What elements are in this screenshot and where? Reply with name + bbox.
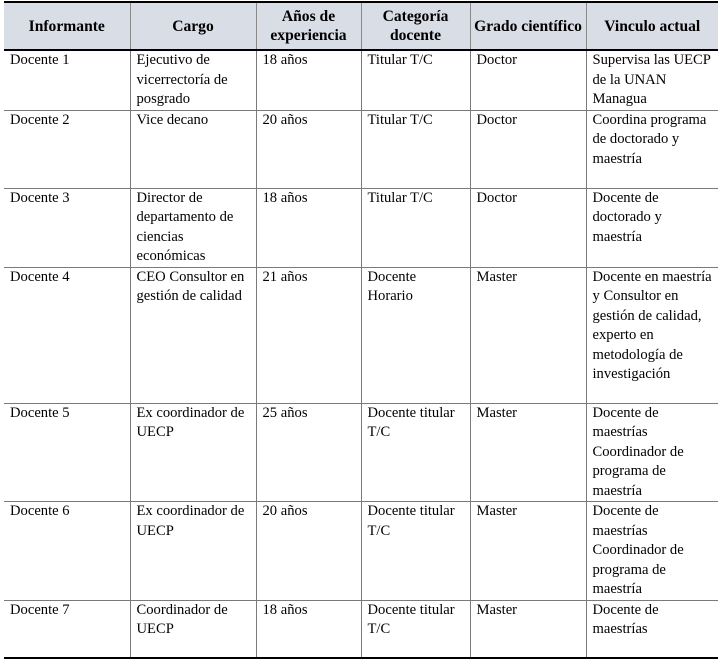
cell-vinculo: Docente de maestrías Coordinador de programa de maestría [586, 403, 718, 502]
cell-informante: Docente 6 [4, 502, 130, 601]
cell-informante: Docente 3 [4, 188, 130, 267]
cell-cargo: Vice decano [130, 110, 256, 188]
table-row [4, 502, 718, 601]
table-header-row [4, 2, 718, 50]
cell-categoria: Titular T/C [361, 50, 470, 110]
cell-vinculo: Supervisa las UECP de la UNAN Managua [586, 50, 718, 110]
header-vinculo-actual: Vinculo actual [586, 2, 718, 50]
cell-categoria: Docente Horario [361, 267, 470, 403]
cell-vinculo: Docente de maestrías [586, 600, 718, 658]
cell-vinculo: Docente en maestría y Consultor en gestión de calidad, experto en metodología de investigación [586, 267, 718, 403]
table-row [4, 188, 718, 267]
cell-cargo: Ejecutivo de vicerrectoría de posgrado [130, 50, 256, 110]
cell-cargo: Director de departamento de ciencias económicas [130, 188, 256, 267]
cell-grado: Doctor [470, 50, 586, 110]
cell-grado: Master [470, 403, 586, 502]
cell-informante: Docente 1 [4, 50, 130, 110]
header-grado-cientifico: Grado científico [470, 2, 586, 50]
cell-categoria: Docente titular T/C [361, 403, 470, 502]
cell-cargo: Coordinador de UECP [130, 600, 256, 658]
cell-anos: 18 años [256, 188, 361, 267]
cell-grado: Doctor [470, 110, 586, 188]
cell-cargo: CEO Consultor en gestión de calidad [130, 267, 256, 403]
cell-grado: Doctor [470, 188, 586, 267]
cell-categoria: Docente titular T/C [361, 502, 470, 601]
cell-anos: 25 años [256, 403, 361, 502]
header-categoria-docente: Categoría docente [361, 2, 470, 50]
cell-vinculo: Coordina programa de doctorado y maestría [586, 110, 718, 188]
cell-vinculo: Docente de doctorado y maestría [586, 188, 718, 267]
header-informante: Informante [4, 2, 130, 50]
header-cargo: Cargo [130, 2, 256, 50]
cell-anos: 20 años [256, 502, 361, 601]
cell-vinculo: Docente de maestrías Coordinador de programa de maestría [586, 502, 718, 601]
cell-grado: Master [470, 267, 586, 403]
cell-categoria: Titular T/C [361, 188, 470, 267]
cell-cargo: Ex coordinador de UECP [130, 403, 256, 502]
table-row [4, 267, 718, 403]
cell-anos: 21 años [256, 267, 361, 403]
cell-informante: Docente 5 [4, 403, 130, 502]
cell-cargo: Ex coordinador de UECP [130, 502, 256, 601]
table-row [4, 403, 718, 502]
cell-grado: Master [470, 502, 586, 601]
header-anos-experiencia: Años de experiencia [256, 2, 361, 50]
cell-informante: Docente 7 [4, 600, 130, 658]
cell-categoria: Titular T/C [361, 110, 470, 188]
cell-anos: 20 años [256, 110, 361, 188]
table-row [4, 600, 718, 658]
table-row [4, 50, 718, 110]
cell-anos: 18 años [256, 600, 361, 658]
cell-anos: 18 años [256, 50, 361, 110]
cell-informante: Docente 2 [4, 110, 130, 188]
informants-table [4, 1, 718, 659]
cell-categoria: Docente titular T/C [361, 600, 470, 658]
table-row [4, 110, 718, 188]
cell-grado: Master [470, 600, 586, 658]
cell-informante: Docente 4 [4, 267, 130, 403]
